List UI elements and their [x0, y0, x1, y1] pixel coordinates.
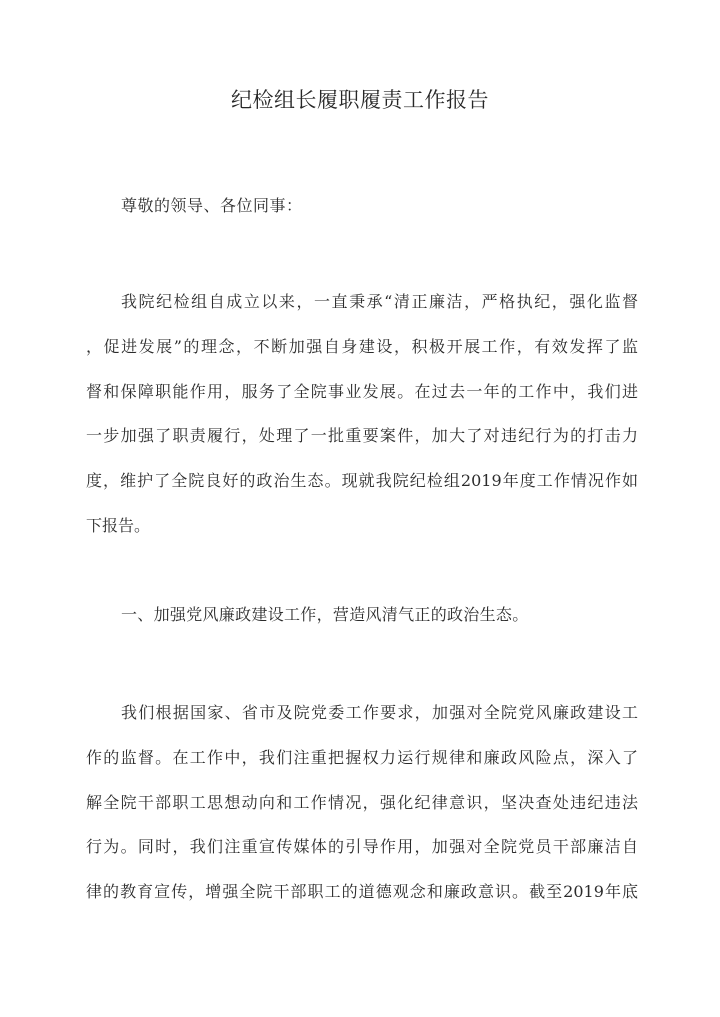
paragraph-intro [86, 280, 638, 549]
section-heading: 一、加强党风廉政建设工作，营造风清气正的政治生态。 [121, 605, 529, 624]
paragraph-line: 我院纪检组自成立以来，一直秉承“清正廉洁，严格执纪，强化监督 [121, 292, 638, 311]
paragraph-line: 作的监督。在工作中，我们注重把握权力运行规律和廉政风险点，深入了 [86, 747, 638, 767]
paragraph-line: 行为。同时，我们注重宣传媒体的引导作用，加强对全院党员干部廉洁自 [86, 837, 638, 857]
paragraph-line: ，促进发展”的理念，不断加强自身建设，积极开展工作，有效发挥了监 [86, 336, 638, 356]
salutation: 尊敬的领导、各位同事： [121, 196, 303, 215]
paragraph-line: 解全院干部职工思想动向和工作情况，强化纪律意识，坚决查处违纪违法 [86, 792, 638, 812]
paragraph-line: 一步加强了职责履行，处理了一批重要案件，加大了对违纪行为的打击力 [86, 426, 638, 446]
paragraph-line: 度，维护了全院良好的政治生态。现就我院纪检组2019年度工作情况作如 [86, 471, 638, 491]
document-title: 纪检组长履职履责工作报告 [231, 88, 489, 112]
paragraph-line: 下报告。 [86, 515, 151, 535]
paragraph-line: 律的教育宣传，增强全院干部职工的道德观念和廉政意识。截至2019年底 [86, 882, 638, 902]
paragraph-line: 我们根据国家、省市及院党委工作要求，加强对全院党风廉政建设工 [121, 703, 638, 722]
paragraph-line: 督和保障职能作用，服务了全院事业发展。在过去一年的工作中，我们进 [86, 381, 638, 401]
paragraph-section1 [86, 691, 638, 915]
